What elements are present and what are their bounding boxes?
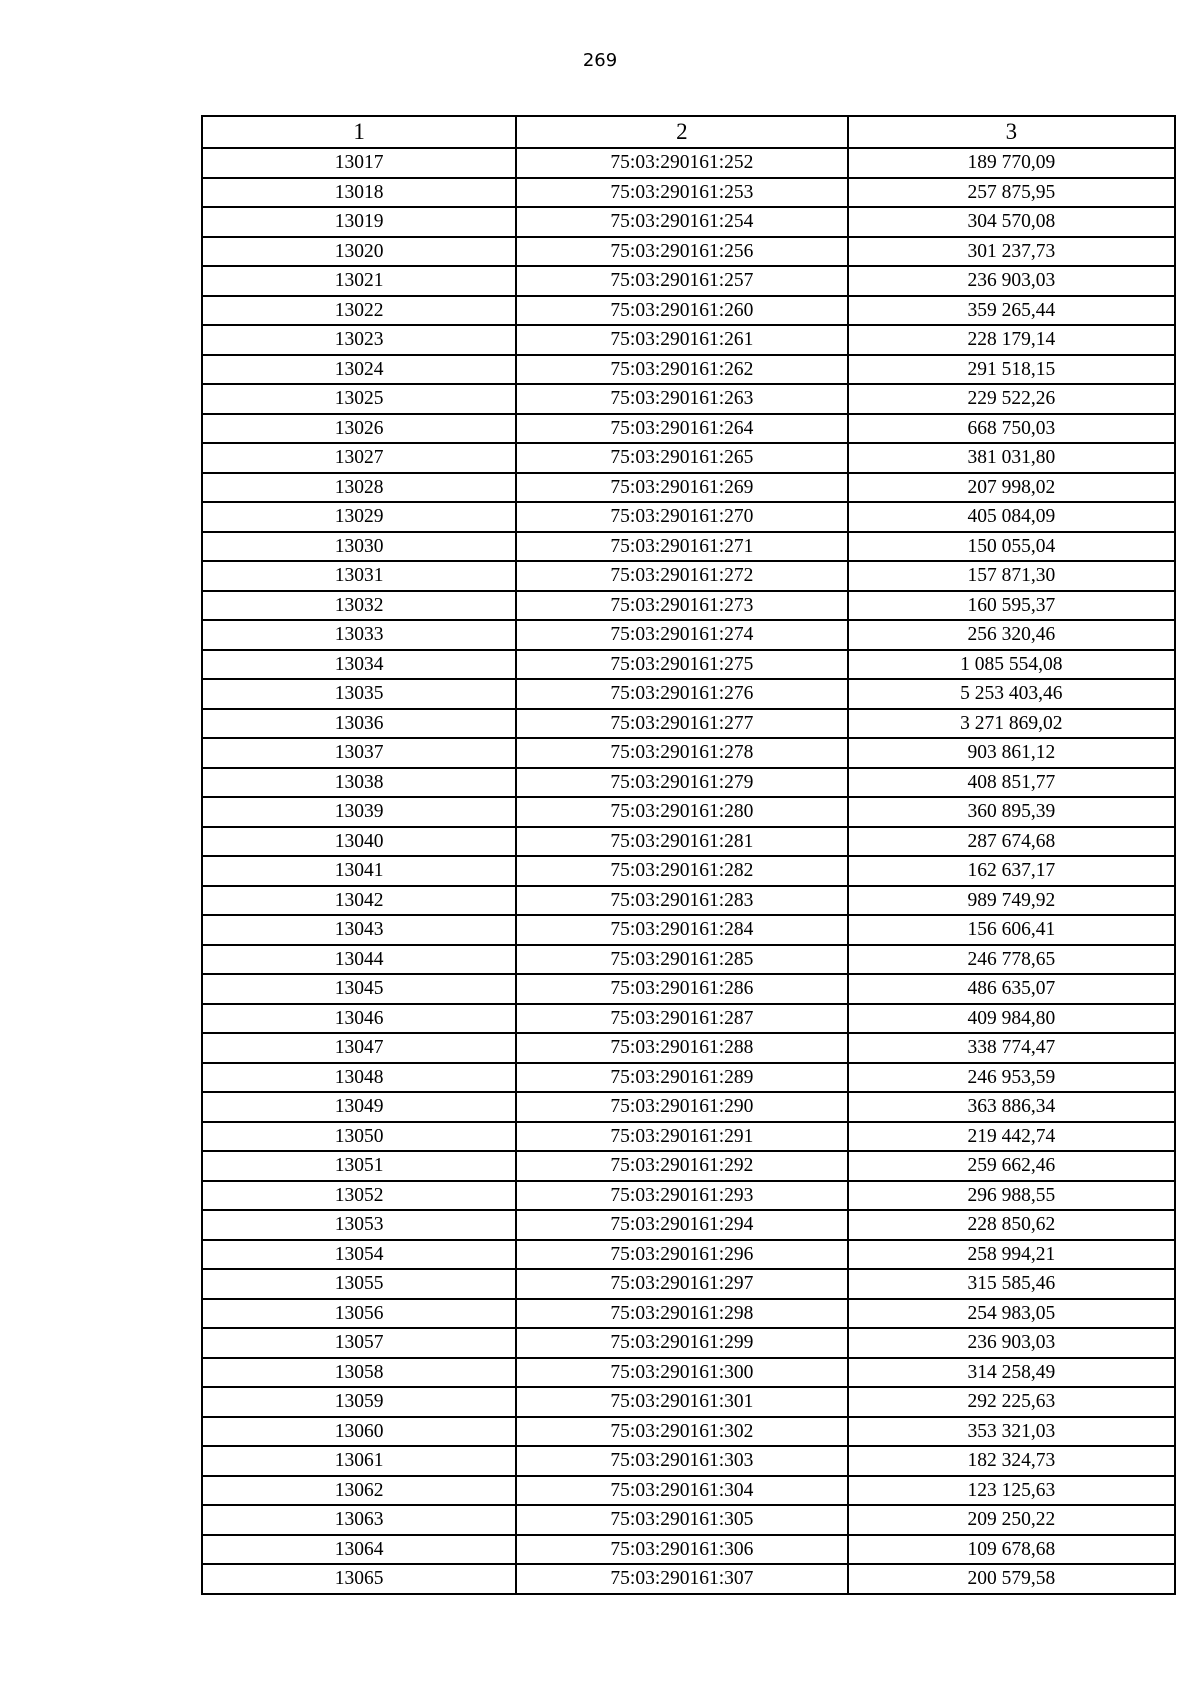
value-cell: 236 903,03 [848, 1328, 1175, 1358]
row-number-cell: 13047 [202, 1033, 516, 1063]
value-cell: 157 871,30 [848, 561, 1175, 591]
row-number-cell: 13034 [202, 650, 516, 680]
row-number-cell: 13045 [202, 974, 516, 1004]
row-number-cell: 13049 [202, 1092, 516, 1122]
cadastral-number-cell: 75:03:290161:262 [516, 355, 847, 385]
table-row [202, 296, 1175, 326]
value-cell: 287 674,68 [848, 827, 1175, 857]
table-row [202, 797, 1175, 827]
table-row [202, 178, 1175, 208]
cadastral-number-cell: 75:03:290161:283 [516, 886, 847, 916]
table-row [202, 502, 1175, 532]
row-number-cell: 13030 [202, 532, 516, 562]
table-row [202, 738, 1175, 768]
cadastral-number-cell: 75:03:290161:298 [516, 1299, 847, 1329]
value-cell: 291 518,15 [848, 355, 1175, 385]
row-number-cell: 13064 [202, 1535, 516, 1565]
value-cell: 246 778,65 [848, 945, 1175, 975]
value-cell: 189 770,09 [848, 148, 1175, 178]
row-number-cell: 13041 [202, 856, 516, 886]
row-number-cell: 13051 [202, 1151, 516, 1181]
table-row [202, 945, 1175, 975]
value-cell: 258 994,21 [848, 1240, 1175, 1270]
table-row [202, 532, 1175, 562]
cadastral-number-cell: 75:03:290161:290 [516, 1092, 847, 1122]
table-row [202, 237, 1175, 267]
row-number-cell: 13056 [202, 1299, 516, 1329]
row-number-cell: 13020 [202, 237, 516, 267]
table-row [202, 1063, 1175, 1093]
value-cell: 360 895,39 [848, 797, 1175, 827]
value-cell: 668 750,03 [848, 414, 1175, 444]
value-cell: 5 253 403,46 [848, 679, 1175, 709]
value-cell: 219 442,74 [848, 1122, 1175, 1152]
cadastral-number-cell: 75:03:290161:296 [516, 1240, 847, 1270]
cadastral-number-cell: 75:03:290161:304 [516, 1476, 847, 1506]
row-number-cell: 13031 [202, 561, 516, 591]
table-row [202, 1476, 1175, 1506]
value-cell: 257 875,95 [848, 178, 1175, 208]
table-row [202, 1181, 1175, 1211]
value-cell: 228 179,14 [848, 325, 1175, 355]
table-row [202, 1151, 1175, 1181]
table-row [202, 1535, 1175, 1565]
cadastral-number-cell: 75:03:290161:277 [516, 709, 847, 739]
cadastral-number-cell: 75:03:290161:303 [516, 1446, 847, 1476]
value-cell: 903 861,12 [848, 738, 1175, 768]
table-row [202, 1269, 1175, 1299]
value-cell: 353 321,03 [848, 1417, 1175, 1447]
cadastral-number-cell: 75:03:290161:287 [516, 1004, 847, 1034]
row-number-cell: 13043 [202, 915, 516, 945]
cadastral-number-cell: 75:03:290161:289 [516, 1063, 847, 1093]
value-cell: 314 258,49 [848, 1358, 1175, 1388]
value-cell: 259 662,46 [848, 1151, 1175, 1181]
row-number-cell: 13060 [202, 1417, 516, 1447]
row-number-cell: 13058 [202, 1358, 516, 1388]
row-number-cell: 13048 [202, 1063, 516, 1093]
cadastral-number-cell: 75:03:290161:301 [516, 1387, 847, 1417]
row-number-cell: 13054 [202, 1240, 516, 1270]
table-header [202, 116, 1175, 148]
table-row [202, 856, 1175, 886]
cadastral-number-cell: 75:03:290161:278 [516, 738, 847, 768]
table-row [202, 679, 1175, 709]
table-row [202, 473, 1175, 503]
value-cell: 989 749,92 [848, 886, 1175, 916]
cadastral-number-cell: 75:03:290161:306 [516, 1535, 847, 1565]
cadastral-number-cell: 75:03:290161:293 [516, 1181, 847, 1211]
cadastral-number-cell: 75:03:290161:256 [516, 237, 847, 267]
value-cell: 409 984,80 [848, 1004, 1175, 1034]
value-cell: 123 125,63 [848, 1476, 1175, 1506]
row-number-cell: 13057 [202, 1328, 516, 1358]
value-cell: 408 851,77 [848, 768, 1175, 798]
value-cell: 209 250,22 [848, 1505, 1175, 1535]
value-cell: 150 055,04 [848, 532, 1175, 562]
table-row [202, 443, 1175, 473]
row-number-cell: 13023 [202, 325, 516, 355]
table-row [202, 207, 1175, 237]
value-cell: 160 595,37 [848, 591, 1175, 621]
row-number-cell: 13061 [202, 1446, 516, 1476]
row-number-cell: 13059 [202, 1387, 516, 1417]
cadastral-number-cell: 75:03:290161:263 [516, 384, 847, 414]
cadastral-number-cell: 75:03:290161:252 [516, 148, 847, 178]
row-number-cell: 13042 [202, 886, 516, 916]
cadastral-number-cell: 75:03:290161:275 [516, 650, 847, 680]
header-row [202, 116, 1175, 148]
data-table [201, 115, 1176, 1595]
value-cell: 1 085 554,08 [848, 650, 1175, 680]
table-row [202, 1210, 1175, 1240]
cadastral-number-cell: 75:03:290161:286 [516, 974, 847, 1004]
value-cell: 254 983,05 [848, 1299, 1175, 1329]
row-number-cell: 13052 [202, 1181, 516, 1211]
table-row [202, 1446, 1175, 1476]
row-number-cell: 13062 [202, 1476, 516, 1506]
table-row [202, 650, 1175, 680]
value-cell: 486 635,07 [848, 974, 1175, 1004]
table-row [202, 1033, 1175, 1063]
cadastral-number-cell: 75:03:290161:273 [516, 591, 847, 621]
row-number-cell: 13036 [202, 709, 516, 739]
cadastral-number-cell: 75:03:290161:254 [516, 207, 847, 237]
table-row [202, 148, 1175, 178]
row-number-cell: 13035 [202, 679, 516, 709]
cadastral-number-cell: 75:03:290161:288 [516, 1033, 847, 1063]
value-cell: 246 953,59 [848, 1063, 1175, 1093]
table-row [202, 1417, 1175, 1447]
table-row [202, 886, 1175, 916]
column-header-3: 3 [848, 116, 1175, 148]
value-cell: 162 637,17 [848, 856, 1175, 886]
table-row [202, 1092, 1175, 1122]
cadastral-number-cell: 75:03:290161:281 [516, 827, 847, 857]
cadastral-number-cell: 75:03:290161:291 [516, 1122, 847, 1152]
cadastral-number-cell: 75:03:290161:279 [516, 768, 847, 798]
row-number-cell: 13026 [202, 414, 516, 444]
value-cell: 156 606,41 [848, 915, 1175, 945]
table-row [202, 384, 1175, 414]
row-number-cell: 13044 [202, 945, 516, 975]
cadastral-number-cell: 75:03:290161:307 [516, 1564, 847, 1594]
table-row [202, 915, 1175, 945]
row-number-cell: 13038 [202, 768, 516, 798]
cadastral-number-cell: 75:03:290161:257 [516, 266, 847, 296]
row-number-cell: 13025 [202, 384, 516, 414]
table-row [202, 1122, 1175, 1152]
value-cell: 228 850,62 [848, 1210, 1175, 1240]
cadastral-number-cell: 75:03:290161:285 [516, 945, 847, 975]
table-row [202, 591, 1175, 621]
value-cell: 292 225,63 [848, 1387, 1175, 1417]
row-number-cell: 13046 [202, 1004, 516, 1034]
cadastral-number-cell: 75:03:290161:261 [516, 325, 847, 355]
column-header-2: 2 [516, 116, 847, 148]
value-cell: 229 522,26 [848, 384, 1175, 414]
row-number-cell: 13024 [202, 355, 516, 385]
cadastral-number-cell: 75:03:290161:299 [516, 1328, 847, 1358]
value-cell: 236 903,03 [848, 266, 1175, 296]
row-number-cell: 13028 [202, 473, 516, 503]
row-number-cell: 13032 [202, 591, 516, 621]
cadastral-number-cell: 75:03:290161:305 [516, 1505, 847, 1535]
value-cell: 304 570,08 [848, 207, 1175, 237]
table-row [202, 1328, 1175, 1358]
cadastral-number-cell: 75:03:290161:280 [516, 797, 847, 827]
value-cell: 200 579,58 [848, 1564, 1175, 1594]
row-number-cell: 13040 [202, 827, 516, 857]
row-number-cell: 13019 [202, 207, 516, 237]
cadastral-number-cell: 75:03:290161:300 [516, 1358, 847, 1388]
row-number-cell: 13017 [202, 148, 516, 178]
table-row [202, 355, 1175, 385]
value-cell: 207 998,02 [848, 473, 1175, 503]
table-row [202, 1240, 1175, 1270]
cadastral-number-cell: 75:03:290161:265 [516, 443, 847, 473]
table-row [202, 709, 1175, 739]
cadastral-number-cell: 75:03:290161:270 [516, 502, 847, 532]
table-row [202, 325, 1175, 355]
cadastral-number-cell: 75:03:290161:269 [516, 473, 847, 503]
row-number-cell: 13053 [202, 1210, 516, 1240]
row-number-cell: 13027 [202, 443, 516, 473]
row-number-cell: 13063 [202, 1505, 516, 1535]
value-cell: 3 271 869,02 [848, 709, 1175, 739]
value-cell: 296 988,55 [848, 1181, 1175, 1211]
row-number-cell: 13022 [202, 296, 516, 326]
value-cell: 405 084,09 [848, 502, 1175, 532]
table-row [202, 1004, 1175, 1034]
row-number-cell: 13065 [202, 1564, 516, 1594]
cadastral-number-cell: 75:03:290161:294 [516, 1210, 847, 1240]
row-number-cell: 13021 [202, 266, 516, 296]
table-row [202, 266, 1175, 296]
cadastral-number-cell: 75:03:290161:297 [516, 1269, 847, 1299]
cadastral-number-cell: 75:03:290161:302 [516, 1417, 847, 1447]
cadastral-number-cell: 75:03:290161:282 [516, 856, 847, 886]
row-number-cell: 13055 [202, 1269, 516, 1299]
cadastral-number-cell: 75:03:290161:274 [516, 620, 847, 650]
value-cell: 301 237,73 [848, 237, 1175, 267]
row-number-cell: 13018 [202, 178, 516, 208]
value-cell: 338 774,47 [848, 1033, 1175, 1063]
cadastral-number-cell: 75:03:290161:271 [516, 532, 847, 562]
cadastral-number-cell: 75:03:290161:272 [516, 561, 847, 591]
cadastral-number-cell: 75:03:290161:253 [516, 178, 847, 208]
column-header-1: 1 [202, 116, 516, 148]
cadastral-number-cell: 75:03:290161:276 [516, 679, 847, 709]
cadastral-number-cell: 75:03:290161:260 [516, 296, 847, 326]
table-row [202, 1387, 1175, 1417]
cadastral-number-cell: 75:03:290161:264 [516, 414, 847, 444]
table-row [202, 768, 1175, 798]
table-row [202, 1505, 1175, 1535]
table-row [202, 561, 1175, 591]
table-body [202, 148, 1175, 1594]
row-number-cell: 13033 [202, 620, 516, 650]
value-cell: 256 320,46 [848, 620, 1175, 650]
value-cell: 109 678,68 [848, 1535, 1175, 1565]
row-number-cell: 13037 [202, 738, 516, 768]
value-cell: 315 585,46 [848, 1269, 1175, 1299]
table-row [202, 414, 1175, 444]
row-number-cell: 13050 [202, 1122, 516, 1152]
table-row [202, 1564, 1175, 1594]
table-row [202, 974, 1175, 1004]
row-number-cell: 13039 [202, 797, 516, 827]
cadastral-number-cell: 75:03:290161:292 [516, 1151, 847, 1181]
value-cell: 359 265,44 [848, 296, 1175, 326]
value-cell: 182 324,73 [848, 1446, 1175, 1476]
value-cell: 363 886,34 [848, 1092, 1175, 1122]
value-cell: 381 031,80 [848, 443, 1175, 473]
cadastral-number-cell: 75:03:290161:284 [516, 915, 847, 945]
table-row [202, 1299, 1175, 1329]
row-number-cell: 13029 [202, 502, 516, 532]
table-row [202, 1358, 1175, 1388]
table-row [202, 620, 1175, 650]
table-row [202, 827, 1175, 857]
page-number: 269 [582, 50, 618, 71]
